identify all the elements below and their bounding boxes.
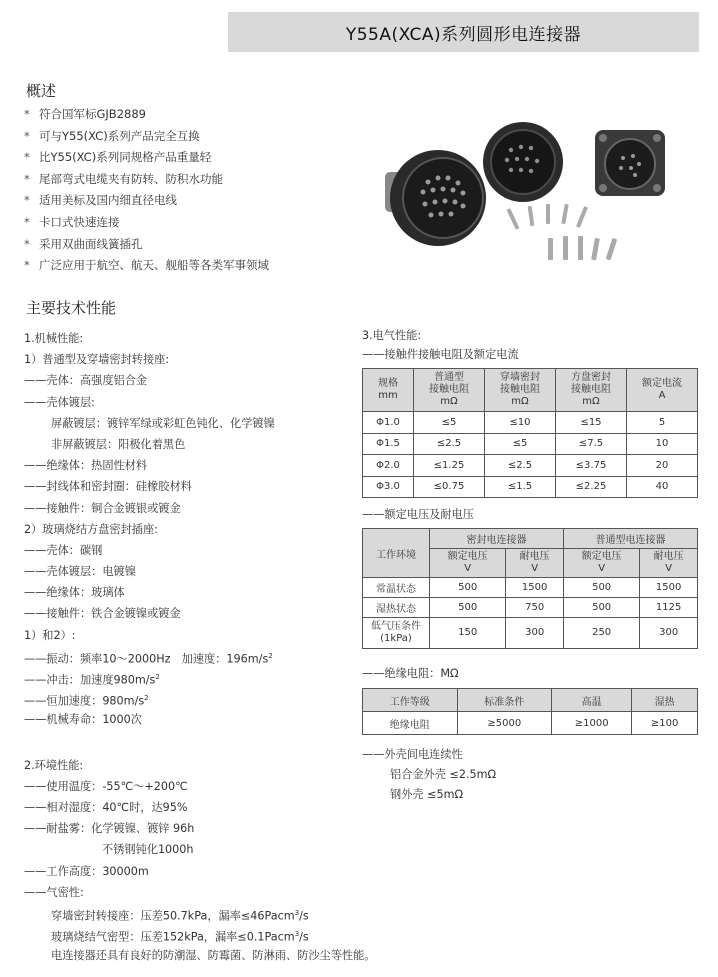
airtight1-text: 穿墙密封转接座：压差50.7kPa，漏率≤46Pacm xyxy=(51,909,295,923)
spec-line: ——使用温度：-55℃～+200℃ xyxy=(24,779,188,793)
table-cell: 1500 xyxy=(506,578,564,598)
table-header-cell: 方盘密封 接触电阻 mΩ xyxy=(556,369,627,412)
table-row xyxy=(363,712,698,735)
list-item xyxy=(24,234,269,256)
table-header-cell: 额定电压 V xyxy=(563,549,639,578)
bullet-text: 适用美标及国内细直径电线 xyxy=(39,193,177,208)
table-header-row xyxy=(363,689,698,712)
table-cell: 绝缘电阻 xyxy=(363,712,458,735)
table-row xyxy=(363,578,698,598)
spec-line xyxy=(24,646,354,667)
table-header-cell: 标准条件 xyxy=(457,689,552,712)
spec-line: 1）普通型及穿墙密封转接座: xyxy=(24,353,170,367)
left-column xyxy=(24,328,376,966)
spec-line: ——绝缘体：玻璃体 xyxy=(24,586,125,600)
table-cell: ≤1.25 xyxy=(414,455,485,477)
table-header-cell: 普通型 接触电阻 mΩ xyxy=(414,369,485,412)
list-item xyxy=(24,255,269,277)
table-header-cell: 额定电压 V xyxy=(430,549,506,578)
table-cell: 250 xyxy=(563,618,639,649)
table-cell: ≥100 xyxy=(632,712,698,735)
list-item xyxy=(24,190,269,212)
spec-line: 电连接器还具有良好的防潮湿、防霉菌、防淋雨、防沙尘等性能。 xyxy=(51,949,376,963)
bullet-text: 采用双曲面线簧插孔 xyxy=(39,236,143,251)
bullet-text: 符合国军标GJB2889 xyxy=(39,107,146,121)
spec-line xyxy=(24,903,354,924)
spec-line: 屏蔽镀层：镀锌军绿或彩虹色钝化、化学镀镍 xyxy=(51,416,275,430)
spec-line: ——壳体镀层：电镀镍 xyxy=(24,565,136,579)
table-header-cell: 规格 mm xyxy=(363,369,414,412)
table-cell: ≤5 xyxy=(414,412,485,434)
table-header-cell: 耐电压 V xyxy=(506,549,564,578)
asterisk-icon: * xyxy=(24,193,30,208)
spec-line: ——壳体：碳钢 xyxy=(24,543,103,557)
list-item xyxy=(24,147,269,169)
spec-line xyxy=(24,924,354,945)
table-cell: Φ1.0 xyxy=(363,412,414,434)
table-cell: Φ1.5 xyxy=(363,433,414,455)
table-cell: 40 xyxy=(627,476,698,498)
page-title-text: Y55A(XCA)系列圆形电连接器 xyxy=(345,24,582,45)
table-cell: 500 xyxy=(563,598,639,618)
table-cell: ≤2.25 xyxy=(556,476,627,498)
spec-line: ——封线体和密封圈：硅橡胶材料 xyxy=(24,480,192,494)
table-cell: 300 xyxy=(640,618,698,649)
spec-line: ——耐盐雾：化学镀镍、镀锌 96h xyxy=(24,822,195,836)
spec-line: ——绝缘体：热固性材料 xyxy=(24,459,148,473)
electrical-heading: 3.电气性能: xyxy=(362,329,422,342)
table-cell: ≤10 xyxy=(485,412,556,434)
table-cell: 1125 xyxy=(640,598,698,618)
list-item xyxy=(24,169,269,191)
table-header-row xyxy=(363,369,698,412)
bullet-text: 比Y55(XC)系列同规格产品重量轻 xyxy=(39,150,212,165)
table-row xyxy=(363,598,698,618)
table-cell: ≤15 xyxy=(556,412,627,434)
spec-line: ——壳体镀层: xyxy=(24,395,95,409)
table-row xyxy=(363,412,698,434)
table-cell: ≤0.75 xyxy=(414,476,485,498)
connector-product-photo xyxy=(383,120,683,270)
superscript: 2 xyxy=(144,694,149,703)
bullet-text: 可与Y55(XC)系列产品完全互换 xyxy=(39,128,200,143)
table-row xyxy=(363,433,698,455)
list-item xyxy=(24,104,269,126)
table-header-cell: 密封电连接器 xyxy=(430,529,564,549)
table-cell: 500 xyxy=(430,598,506,618)
table-cell: 常温状态 xyxy=(363,578,430,598)
table-cell: 1500 xyxy=(640,578,698,598)
asterisk-icon: * xyxy=(24,214,30,229)
table-cell: Φ3.0 xyxy=(363,476,414,498)
insulation-table xyxy=(362,688,698,735)
spec-line: ——机械寿命：1000次 xyxy=(24,713,142,727)
table-cell: 300 xyxy=(506,618,564,649)
asterisk-icon: * xyxy=(24,236,30,251)
table-header-cell: 工作环境 xyxy=(363,529,430,578)
table-header-cell: 额定电流 A xyxy=(627,369,698,412)
overview-heading: 概述 xyxy=(26,82,57,100)
mechanical-heading: 1.机械性能: xyxy=(24,332,84,345)
table-cell: 150 xyxy=(430,618,506,649)
plug-connector-image xyxy=(385,150,486,246)
table-header-cell: 高温 xyxy=(552,689,632,712)
superscript: 2 xyxy=(268,651,273,660)
superscript: 3 xyxy=(294,930,300,939)
spec-line xyxy=(24,667,354,688)
table-cell: 750 xyxy=(506,598,564,618)
receptacle-connector-image xyxy=(483,122,563,202)
table-cell: ≤7.5 xyxy=(556,433,627,455)
overview-bullet-list xyxy=(24,104,269,277)
spec-line: ——接触件：铜合金镀银或镀金 xyxy=(24,501,181,515)
spec-line: 1）和2）: xyxy=(24,628,76,642)
table-header-cell: 穿墙密封 接触电阻 mΩ xyxy=(485,369,556,412)
table-header-cell: 工作等级 xyxy=(363,689,458,712)
spec-line: ——气密性: xyxy=(24,885,84,899)
table-row xyxy=(363,618,698,649)
bullet-text: 广泛应用于航空、航天、舰船等各类军事领域 xyxy=(39,258,269,273)
bullet-text: 尾部弯式电缆夹有防转、防积水功能 xyxy=(39,171,223,186)
superscript: 2 xyxy=(155,673,160,681)
voltage-table xyxy=(362,528,698,649)
continuity-title: ——外壳间电连续性 xyxy=(362,748,463,761)
contact-table-title: ——接触件接触电阻及额定电流 xyxy=(362,348,519,361)
list-item xyxy=(24,212,269,234)
list-item xyxy=(24,126,269,148)
asterisk-icon: * xyxy=(24,171,30,186)
table-cell: 20 xyxy=(627,455,698,477)
page-title xyxy=(228,12,699,52)
table-cell: ≤2.5 xyxy=(414,433,485,455)
table-cell: Φ2.0 xyxy=(363,455,414,477)
spec-line: ——相对湿度：40℃时，达95% xyxy=(24,800,188,814)
spec-line: 非屏蔽镀层：阳极化着黑色 xyxy=(51,437,186,451)
bullet-text: 卡口式快速连接 xyxy=(39,214,120,229)
asterisk-icon: * xyxy=(24,107,30,121)
table-cell: ≤1.5 xyxy=(485,476,556,498)
airtight2-text: 玻璃烧结气密型：压差152kPa，漏率≤0.1Pacm xyxy=(51,930,295,944)
contact-pins-image xyxy=(507,204,618,261)
spec-line xyxy=(24,688,354,709)
environment-heading: 2.环境性能: xyxy=(24,758,84,772)
table-cell: ≤3.75 xyxy=(556,455,627,477)
insulation-title: ——绝缘电阻：MΩ xyxy=(362,667,459,680)
continuity-steel: 钢外壳 ≤5mΩ xyxy=(390,788,464,801)
table-header-cell: 湿热 xyxy=(632,689,698,712)
airtight1-tail: /s xyxy=(299,909,309,923)
table-header-cell: 普通型电连接器 xyxy=(563,529,697,549)
table-cell: 500 xyxy=(430,578,506,598)
vibration-text: ——振动：频率10～2000Hz 加速度：196m/s xyxy=(24,652,269,666)
table-cell: ≥5000 xyxy=(457,712,552,735)
spec-line: ——工作高度：30000m xyxy=(24,864,149,878)
asterisk-icon: * xyxy=(24,128,30,143)
spec-line: 2）玻璃烧结方盘密封插座: xyxy=(24,522,158,536)
table-row xyxy=(363,476,698,498)
table-header-cell: 耐电压 V xyxy=(640,549,698,578)
table-row xyxy=(363,455,698,477)
spec-line: ——壳体：高强度铝合金 xyxy=(24,374,148,388)
superscript: 3 xyxy=(294,908,300,917)
table-cell: 湿热状态 xyxy=(363,598,430,618)
table-cell: ≤5 xyxy=(485,433,556,455)
airtight2-tail: /s xyxy=(299,930,309,944)
continuity-aluminum: 铝合金外壳 ≤2.5mΩ xyxy=(390,768,497,781)
asterisk-icon: * xyxy=(24,258,30,273)
spec-line: ——接触件：铁合金镀镍或镀金 xyxy=(24,607,181,621)
table-cell: 低气压条件 (1kPa) xyxy=(363,618,430,649)
table-cell: 10 xyxy=(627,433,698,455)
specs-heading: 主要技术性能 xyxy=(26,299,117,317)
table-cell: 5 xyxy=(627,412,698,434)
square-flange-connector-image xyxy=(595,130,665,196)
shock-text: ——冲击：加速度980m/s xyxy=(24,673,156,687)
asterisk-icon: * xyxy=(24,150,30,165)
voltage-table-title: ——额定电压及耐电压 xyxy=(362,508,474,521)
spec-line: 不锈钢钝化1000h xyxy=(102,843,194,857)
contact-resistance-table xyxy=(362,368,698,498)
accel-text: ——恒加速度：980m/s xyxy=(24,694,145,708)
table-cell: ≤2.5 xyxy=(485,455,556,477)
table-cell: 500 xyxy=(563,578,639,598)
table-cell: ≥1000 xyxy=(552,712,632,735)
table-header-row xyxy=(363,529,698,549)
